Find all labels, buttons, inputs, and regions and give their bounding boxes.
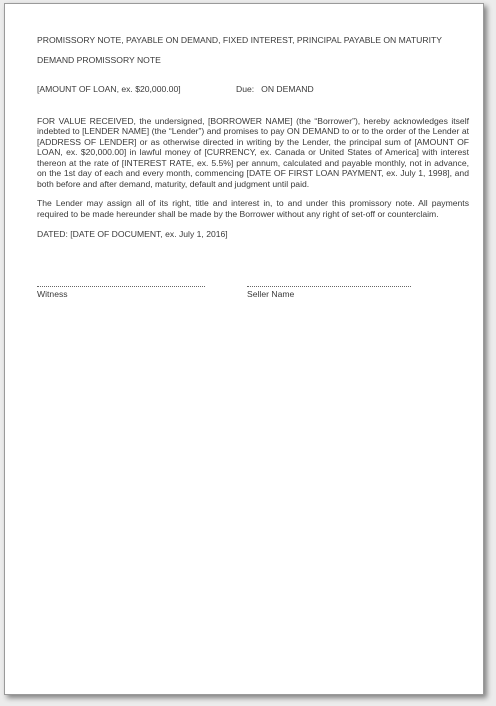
document-title: PROMISSORY NOTE, PAYABLE ON DEMAND, FIXED INTEREST, PRINCIPAL PAYABLE ON MATURITY bbox=[37, 35, 442, 45]
due-label: Due: bbox=[236, 83, 255, 94]
assignment-paragraph: The Lender may assign all of its right, title and interest in, to and under this promissory note. All payments required to be made hereunder shall be made by the Borrower without any right of set-off or counterclaim. bbox=[37, 198, 469, 219]
witness-signature-line bbox=[37, 282, 205, 287]
due-value: ON DEMAND bbox=[261, 83, 314, 94]
due-block bbox=[236, 84, 314, 95]
witness-label: Witness bbox=[37, 288, 68, 299]
document-content bbox=[37, 35, 469, 302]
amount-due-row bbox=[37, 84, 469, 95]
loan-amount: [AMOUNT OF LOAN, ex. $20,000.00] bbox=[37, 83, 181, 94]
terms-paragraph: FOR VALUE RECEIVED, the undersigned, [BORROWER NAME] (the “Borrower”), hereby acknowledges itself indebted to [LENDER NAME] (the “Lender”) and promises to pay ON DEMAND to or to the order of the Lender at [ADDRESS OF LENDER] or as otherwise directed in writing by the Lender, the principal sum of [AMOUNT OF LOAN, ex. $20,000.00] in lawful money of [CURRENCY, ex. Canada or United States of America] with interest thereon at the rate of [INTEREST RATE, ex. 5.5%] per annum, calculated and payable monthly, not in advance, on the 1st day of each and every month, commencing [DATE OF FIRST LOAN PAYMENT, ex. July 1, 1998], and both before and after demand, maturity, default and judgment until paid. bbox=[37, 115, 469, 189]
seller-name-label: Seller Name bbox=[247, 288, 295, 299]
witness-signature bbox=[37, 282, 205, 300]
signature-section bbox=[37, 282, 469, 302]
seller-signature bbox=[247, 282, 411, 300]
document-page bbox=[4, 3, 484, 695]
seller-signature-line bbox=[247, 282, 411, 287]
document-subtitle: DEMAND PROMISSORY NOTE bbox=[37, 55, 161, 65]
dated-line: DATED: [DATE OF DOCUMENT, ex. July 1, 2016] bbox=[37, 229, 228, 239]
